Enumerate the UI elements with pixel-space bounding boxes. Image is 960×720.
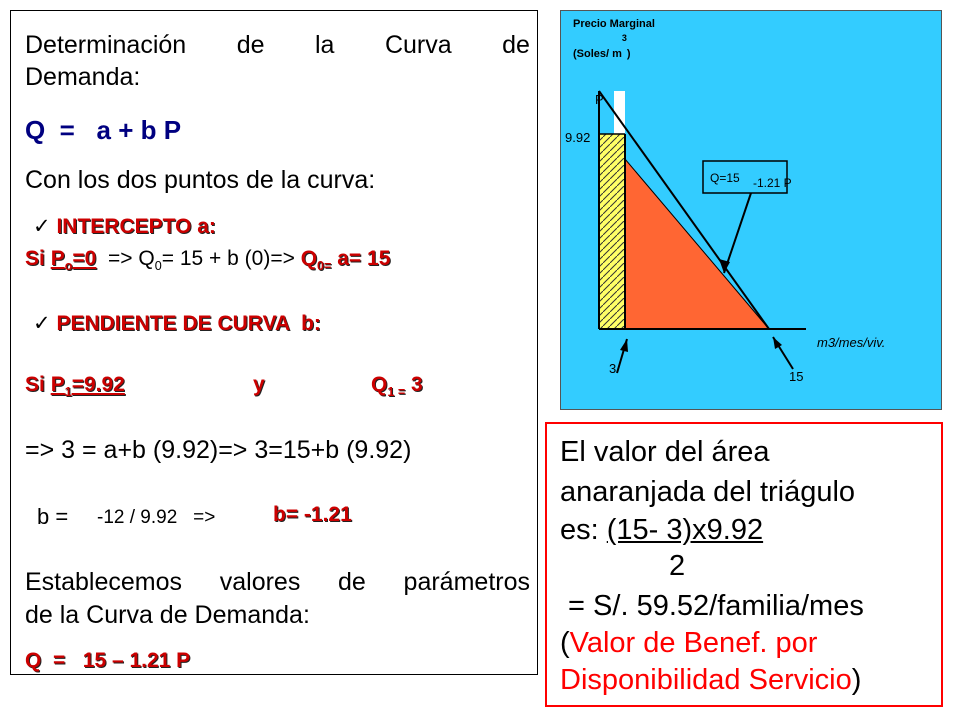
result-line-7	[560, 664, 861, 697]
slope-points-line	[25, 373, 445, 399]
q0-mid: => Q	[96, 247, 155, 270]
two-points-text: Con los dos puntos de la curva:	[25, 166, 376, 194]
arrowhead-icon	[620, 339, 628, 352]
intercept-label: INTERCEPTO a:	[56, 215, 216, 238]
q1-symbol: Q	[371, 373, 388, 396]
b-calculation: -12 / 9.92 =>	[97, 507, 216, 528]
b-equation-label: b =	[37, 504, 69, 529]
p-axis-label: P	[595, 92, 604, 107]
substitution-line: => 3 = a+b (9.92)=> 3=15+b (9.92)	[25, 436, 412, 464]
demand-curve-chart	[560, 10, 942, 410]
open-paren: (	[560, 627, 570, 659]
q1-expression	[371, 373, 423, 399]
title-word: de	[236, 31, 265, 59]
curve-label-arrow	[724, 193, 751, 273]
q0-subscript: 0	[154, 259, 162, 274]
final-equation: Q = 15 – 1.21 P	[25, 649, 191, 672]
hatched-area	[599, 134, 625, 329]
y-tick-label: 9.92	[565, 130, 591, 145]
p1-symbol: P	[50, 373, 65, 396]
result-panel	[545, 422, 943, 707]
si-word: Si	[25, 373, 45, 396]
y-axis-label-line2	[573, 33, 631, 60]
result-denominator: 2	[669, 550, 686, 582]
result-prefix: es:	[560, 514, 607, 546]
y-axis-unit: (Soles/ m	[573, 48, 622, 60]
title-word: la	[315, 31, 335, 59]
p0-symbol: P	[50, 247, 65, 270]
title-word: Curva	[384, 31, 452, 59]
result-line-2: anaranjada del triágulo	[560, 476, 856, 508]
x-tick-label-15: 15	[789, 369, 804, 384]
left-text-panel	[10, 10, 538, 675]
si-word: Si	[25, 247, 45, 270]
establish-word: valores	[219, 568, 301, 596]
y-axis-label-line1: Precio Marginal	[573, 18, 655, 30]
establish-word: parámetros	[403, 568, 530, 596]
result-line-3	[560, 514, 763, 547]
service-text: Disponibilidad Servicio	[560, 664, 852, 696]
establish-word: de	[338, 568, 366, 596]
slope-heading	[33, 311, 321, 336]
title-word: Determinación	[25, 31, 187, 59]
p0-value: =0	[72, 247, 97, 270]
close-paren: )	[851, 664, 862, 696]
result-line-6	[560, 627, 817, 660]
y-word: y	[253, 373, 265, 396]
demand-equation: Q = a + b P	[25, 115, 182, 145]
x-axis-label: m3/mes/viv.	[817, 335, 886, 350]
q1-value: 3	[405, 373, 423, 396]
arrowhead-icon	[773, 337, 782, 349]
q0b-subscript: 0=	[317, 259, 332, 274]
p0-subscript: o	[64, 259, 73, 274]
y-axis-unit-close: )	[626, 48, 631, 60]
p1-subscript: 1	[64, 385, 72, 400]
title-line-1	[25, 31, 530, 60]
q0-rest: = 15 + b (0)=>	[161, 247, 295, 270]
p0-expression	[50, 247, 97, 274]
checkmark-icon: ✓	[33, 312, 51, 335]
title-line-2: Demanda:	[25, 63, 141, 91]
establish-line-1	[25, 568, 530, 597]
slope-label: PENDIENTE DE CURVA b:	[56, 312, 321, 335]
x-tick-label-3: 3	[609, 361, 617, 376]
intercept-calc-line	[25, 247, 390, 273]
result-value: = S/. 59.52/familia/mes	[560, 590, 864, 622]
result-line-1: El valor del área	[560, 436, 770, 468]
establish-word: Establecemos	[25, 568, 183, 596]
chart-svg	[561, 11, 942, 410]
y-axis-unit-superscript: 3	[621, 33, 627, 43]
curve-label-right: -1.21 P	[753, 176, 792, 190]
q1-subscript: 1 =	[387, 385, 406, 400]
establish-line-2: de la Curva de Demanda:	[25, 601, 310, 629]
title-word: de	[502, 31, 530, 59]
area-formula: (15- 3)x9.92	[606, 514, 764, 546]
benefit-text: Valor de Benef. por	[569, 627, 818, 659]
chart-white-patch	[614, 91, 625, 111]
q0b-symbol: Q	[300, 247, 318, 270]
p1-value: =9.92	[71, 373, 125, 396]
p1-expression	[50, 373, 125, 400]
curve-label-left: Q=15	[710, 171, 740, 185]
checkmark-icon: ✓	[33, 215, 51, 238]
b-result: b= -1.21	[273, 503, 352, 526]
a-value: a= 15	[331, 247, 391, 270]
intercept-heading	[33, 214, 216, 239]
q0-result	[300, 247, 391, 274]
